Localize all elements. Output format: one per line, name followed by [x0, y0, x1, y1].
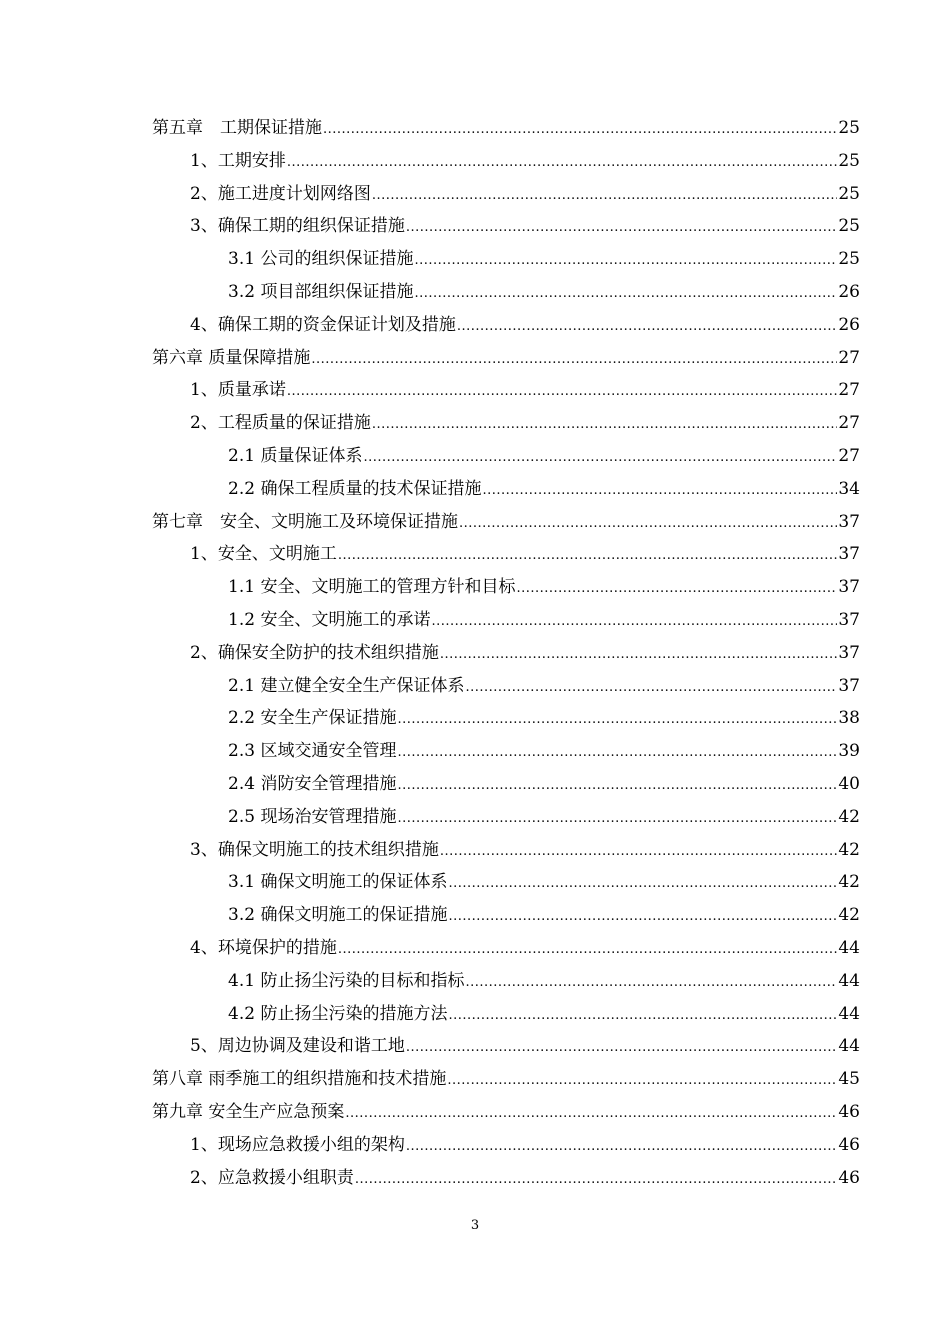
toc-entry[interactable]: [152, 1162, 860, 1195]
toc-entry-page: 27: [838, 380, 860, 401]
toc-dot-leader: [516, 571, 837, 606]
toc-entry[interactable]: [152, 834, 860, 867]
toc-entry-title: 2.5 现场治安管理措施: [228, 806, 397, 827]
toc-entry[interactable]: [152, 473, 860, 506]
toc-entry-title: 3、确保文明施工的技术组织措施: [190, 839, 439, 860]
toc-entry-page: 37: [838, 642, 860, 663]
toc-entry[interactable]: [152, 735, 860, 768]
toc-dot-leader: [311, 342, 837, 377]
toc-dot-leader: [447, 1063, 837, 1098]
toc-dot-leader: [372, 407, 838, 442]
toc-entry-title: 2.3 区域交通安全管理: [228, 741, 397, 762]
toc-entry-title: 4.1 防止扬尘污染的目标和指标: [228, 970, 465, 991]
toc-entry-page: 42: [838, 872, 860, 893]
toc-entry-title: 2、确保安全防护的技术组织措施: [190, 642, 439, 663]
toc-entry-title: 1、工期安排: [190, 150, 286, 171]
page-number: 3: [470, 1218, 480, 1233]
toc-entry-page: 26: [838, 281, 860, 302]
toc-entry[interactable]: [152, 1129, 860, 1162]
toc-entry[interactable]: [152, 243, 860, 276]
toc-dot-leader: [406, 210, 838, 245]
toc-entry[interactable]: [152, 604, 860, 637]
table-of-contents: [152, 112, 860, 1194]
toc-dot-leader: [397, 768, 837, 803]
toc-dot-leader: [448, 866, 837, 901]
toc-entry-title: 4.2 防止扬尘污染的措施方法: [228, 1003, 448, 1024]
toc-entry-title: 3.1 确保文明施工的保证体系: [228, 872, 448, 893]
toc-entry-page: 37: [838, 609, 860, 630]
toc-entry-page: 26: [838, 314, 860, 335]
toc-entry-title: 第六章 质量保障措施: [152, 347, 311, 368]
toc-entry[interactable]: [152, 342, 860, 375]
toc-entry-title: 1、质量承诺: [190, 380, 286, 401]
toc-entry[interactable]: [152, 210, 860, 243]
toc-entry[interactable]: [152, 506, 860, 539]
toc-dot-leader: [465, 965, 837, 1000]
toc-entry-title: 1.1 安全、文明施工的管理方针和目标: [228, 577, 516, 598]
toc-entry-page: 37: [838, 577, 860, 598]
toc-entry-title: 第五章 工期保证措施: [152, 118, 322, 138]
toc-entry-page: 25: [838, 183, 860, 204]
toc-entry-title: 4、确保工期的资金保证计划及措施: [190, 314, 456, 335]
toc-entry-page: 39: [838, 741, 860, 762]
toc-entry-title: 3.2 项目部组织保证措施: [228, 281, 414, 302]
toc-entry-page: 27: [838, 445, 860, 466]
toc-dot-leader: [397, 735, 837, 770]
toc-entry-page: 27: [838, 347, 860, 368]
toc-entry-page: 25: [838, 249, 860, 270]
toc-dot-leader: [287, 374, 838, 409]
toc-entry-title: 2.1 建立健全安全生产保证体系: [228, 675, 465, 696]
toc-entry-page: 37: [838, 544, 860, 565]
toc-entry-title: 2、应急救援小组职责: [190, 1167, 354, 1188]
toc-entry-page: 42: [838, 839, 860, 860]
toc-dot-leader: [431, 604, 837, 639]
toc-entry-page: 46: [838, 1167, 860, 1188]
toc-entry-page: 27: [838, 413, 860, 434]
toc-dot-leader: [287, 145, 838, 180]
toc-entry-page: 37: [838, 511, 860, 532]
toc-entry-title: 1、安全、文明施工: [190, 544, 337, 565]
toc-dot-leader: [440, 834, 838, 869]
toc-dot-leader: [338, 932, 838, 967]
toc-dot-leader: [448, 998, 837, 1033]
toc-entry-title: 1.2 安全、文明施工的承诺: [228, 609, 431, 630]
toc-entry-title: 4、环境保护的措施: [190, 937, 337, 958]
toc-dot-leader: [338, 538, 838, 573]
toc-entry-title: 2.1 质量保证体系: [228, 445, 363, 466]
toc-entry-page: 38: [838, 708, 860, 729]
toc-entry[interactable]: [152, 932, 860, 965]
toc-entry-page: 46: [838, 1101, 860, 1122]
toc-entry-title: 2.2 确保工程质量的技术保证措施: [228, 478, 482, 499]
toc-dot-leader: [363, 440, 837, 475]
toc-entry[interactable]: [152, 538, 860, 571]
toc-entry[interactable]: [152, 866, 860, 899]
toc-entry-page: 44: [838, 1036, 860, 1057]
toc-dot-leader: [355, 1162, 838, 1197]
toc-entry[interactable]: [152, 702, 860, 735]
toc-entry-title: 1、现场应急救援小组的架构: [190, 1134, 405, 1155]
toc-entry-title: 2、工程质量的保证措施: [190, 413, 371, 434]
toc-entry-page: 44: [838, 970, 860, 991]
toc-entry[interactable]: [152, 768, 860, 801]
toc-entry-page: 25: [838, 216, 860, 237]
toc-entry-page: 42: [838, 806, 860, 827]
toc-entry[interactable]: [152, 637, 860, 670]
toc-entry[interactable]: [152, 1096, 860, 1129]
toc-dot-leader: [397, 801, 837, 836]
toc-entry[interactable]: [152, 112, 860, 145]
toc-entry-page: 42: [838, 905, 860, 926]
toc-entry[interactable]: [152, 276, 860, 309]
toc-entry-page: 46: [838, 1134, 860, 1155]
toc-entry-page: 25: [838, 150, 860, 171]
toc-entry[interactable]: [152, 407, 860, 440]
toc-entry-title: 第七章 安全、文明施工及环境保证措施: [152, 511, 458, 532]
toc-entry-page: 37: [838, 675, 860, 696]
toc-dot-leader: [457, 309, 838, 344]
toc-dot-leader: [448, 899, 837, 934]
toc-dot-leader: [345, 1096, 837, 1131]
toc-entry-title: 3.1 公司的组织保证措施: [228, 249, 414, 270]
toc-entry[interactable]: [152, 965, 860, 998]
toc-dot-leader: [482, 473, 837, 508]
toc-entry[interactable]: [152, 309, 860, 342]
toc-entry-title: 2.2 安全生产保证措施: [228, 708, 397, 729]
toc-dot-leader: [406, 1030, 838, 1065]
toc-entry[interactable]: [152, 801, 860, 834]
toc-dot-leader: [459, 506, 837, 541]
toc-entry-title: 2.4 消防安全管理措施: [228, 773, 397, 794]
toc-entry-page: 40: [838, 773, 860, 794]
toc-dot-leader: [414, 243, 837, 278]
toc-entry-title: 2、施工进度计划网络图: [190, 183, 371, 204]
toc-entry[interactable]: [152, 145, 860, 178]
toc-entry-title: 第八章 雨季施工的组织措施和技术措施: [152, 1069, 447, 1090]
toc-dot-leader: [465, 670, 837, 705]
toc-entry-title: 3.2 确保文明施工的保证措施: [228, 905, 448, 926]
toc-entry[interactable]: [152, 1063, 860, 1096]
toc-entry[interactable]: [152, 178, 860, 211]
toc-entry-page: 34: [838, 478, 860, 499]
toc-entry-title: 5、周边协调及建设和谐工地: [190, 1036, 405, 1057]
toc-entry-page: 44: [838, 937, 860, 958]
toc-dot-leader: [372, 178, 838, 213]
toc-entry-title: 第九章 安全生产应急预案: [152, 1101, 345, 1122]
toc-entry[interactable]: [152, 899, 860, 932]
toc-dot-leader: [406, 1129, 838, 1164]
toc-entry[interactable]: [152, 670, 860, 703]
toc-entry[interactable]: [152, 440, 860, 473]
toc-dot-leader: [323, 112, 837, 147]
toc-entry[interactable]: [152, 998, 860, 1031]
toc-dot-leader: [440, 637, 838, 672]
toc-entry[interactable]: [152, 571, 860, 604]
toc-entry-page: 25: [838, 118, 860, 138]
toc-entry-page: 45: [838, 1069, 860, 1090]
toc-entry[interactable]: [152, 1030, 860, 1063]
toc-entry[interactable]: [152, 374, 860, 407]
toc-entry-title: 3、确保工期的组织保证措施: [190, 216, 405, 237]
toc-dot-leader: [397, 702, 837, 737]
toc-dot-leader: [414, 276, 837, 311]
toc-entry-page: 44: [838, 1003, 860, 1024]
